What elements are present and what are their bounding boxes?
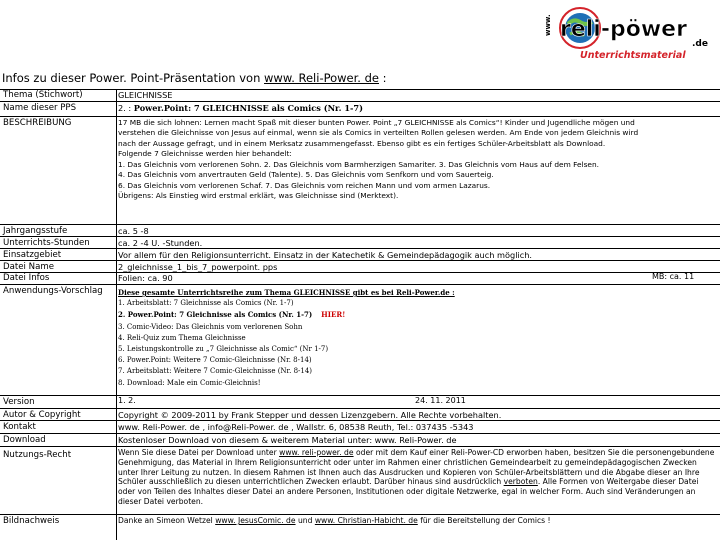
row-divider [0, 420, 720, 421]
row-divider [0, 408, 720, 409]
row-divider [0, 284, 720, 285]
logo-subtitle: Unterrichtsmaterial [580, 50, 686, 61]
row-divider [0, 248, 720, 249]
list-item: 6. Power.Point: Weitere 7 Comic-Gleichnisse (Nr. 8-14) [118, 356, 312, 365]
list-item: 5. Leistungskontrolle zu „7 Gleichnisse als Comic“ (Nr 1-7) [118, 345, 329, 354]
jahrgang-label: Jahrgangsstufe [3, 226, 68, 236]
anwendung-label: Anwendungs-Vorschlag [3, 286, 103, 296]
thema-value: GLEICHNISSE [118, 90, 173, 100]
table-top-border [0, 89, 720, 90]
kontakt-label: Kontakt [3, 422, 36, 432]
kontakt-value: www. Reli-Power. de , info@Reli-Power. de , Wallstr. 6, 08538 Reuth, Tel.: 037435 -5343 [118, 422, 474, 432]
version-label: Version [3, 397, 35, 407]
row-divider [0, 101, 720, 102]
stunden-value: ca. 2 -4 U. -Stunden. [118, 238, 203, 248]
bildnachweis-label: Bildnachweis [3, 516, 60, 526]
row-divider [0, 395, 720, 396]
anwendung-list [118, 287, 455, 389]
thema-label: Thema (Stichwort) [3, 90, 83, 100]
row-divider [0, 116, 720, 117]
nutzung-label: Nutzungs-Recht [3, 450, 72, 460]
download-value: Kostenloser Download von diesem & weiterem Material unter: www. Reli-Power. de [118, 435, 457, 445]
list-item: 3. Comic-Video: Das Gleichnis vom verlorenen Sohn [118, 322, 303, 331]
title-text: Infos zu dieser Power. Point-Präsentation von [2, 71, 265, 85]
nutzung-link[interactable]: www. reli-power. de [279, 448, 354, 457]
file-size-value: MB: ca. 11 [652, 272, 695, 281]
row-divider [0, 224, 720, 225]
title-link[interactable]: www. Reli-Power. de [264, 71, 379, 85]
anwendung-header: Diese gesamte Unterrichtsreihe zum Thema GLEICHNISSE gibt es bei Reli-Power.de : [118, 288, 455, 297]
christian-habicht-link[interactable]: www. Christian-Habicht. de [314, 516, 418, 525]
nutzung-text: Wenn Sie diese Datei per Download unter www. reli-power. de oder mit dem Kauf einer Reli-Power-CD erworben haben, besitzen Sie die personengebundene Genehmigung, das Material in Ihrem Religionsunterricht oder unter im Rahmen einer christlichen Gemeindearbeit zu gemeindepädagogischen Zwecken unter Ihrer Leitung zu nutzen. In diesem Rahmen ist Ihnen auch das Ausdrucken und Kopieren von Schüler-Arbeitsblättern und die Abgabe dieser an Ihre Schüler ausschließlich zu diesen unterrichtlichen Zwecken erlaubt. Darüber hinaus sind ausdrücklich verboten. Alle Formen von Weitergabe dieser Datei oder von Teilen des Inhaltes dieser Datei an andere Personen, Institutionen oder digitale Netzwerke, egal in welcher Form. Auch sind Veränderungen an dieser Datei verboten. [118, 448, 715, 506]
logo-tld: .de [692, 39, 708, 49]
einsatz-label: Einsatzgebiet [3, 250, 62, 260]
row-divider [0, 260, 720, 261]
bildnachweis-text: Danke an Simeon Wetzel www. JesusComic. de und www. Christian-Habicht. de für die Bereitstellung der Comics ! [118, 516, 551, 525]
list-item: 4. Reli-Quiz zum Thema Gleichnisse [118, 333, 246, 342]
dateiname-value: 2_gleichnisse_1_bis_7_powerpoint. pps [118, 262, 278, 272]
row-divider [0, 433, 720, 434]
pps-name-value: 2. : Power.Point: 7 GLEICHNISSE als Comics (Nr. 1-7) [118, 103, 363, 113]
page-title [2, 71, 387, 85]
dateiname-label: Datei Name [3, 262, 55, 272]
list-item: 7. Arbeitsblatt: Weitere 7 Comic-Gleichnisse (Nr. 8-14) [118, 367, 313, 376]
title-suffix: : [379, 71, 387, 85]
list-item: 1. Arbeitsblatt: 7 Gleichnisse als Comics (Nr. 1-7) [118, 299, 294, 308]
stunden-label: Unterrichts-Stunden [3, 238, 90, 248]
dateiinfos-label: Datei Infos [3, 273, 50, 283]
logo-wordmark: reli-pöwer [560, 17, 687, 42]
list-item: 2. Power.Point: 7 Gleichnisse als Comics (Nr. 1-7) HIER! [118, 310, 346, 320]
row-divider [0, 446, 720, 447]
einsatz-value: Vor allem für den Religionsunterricht. Einsatz in der Katechetik & Gemeindepädagogik auch möglich. [118, 250, 533, 260]
table-column-divider [116, 89, 117, 540]
autor-label: Autor & Copyright [3, 410, 81, 420]
jesuscomic-link[interactable]: www. JesusComic. de [215, 516, 296, 525]
reli-power-logo [540, 4, 712, 62]
download-label: Download [3, 435, 46, 445]
row-divider [0, 514, 720, 515]
beschreibung-text: 17 MB die sich lohnen: Lernen macht Spaß mit dieser bunten Power. Point „7 GLEICHNISSE als Comics“! Kinder und Jugendliche mögen und verstehen die Gleichnisse von Jesus auf einmal, wenn sie als Comics in verteilten Rollen gelesen werden. Am Ende von jedem Gleichnis wird nach der Aussage gefragt, und in einem Merksatz zusammengefasst. Ebenso gibt es ein fertiges Schüler-Arbeitsblatt als Download. Folgende 7 Gleichnisse werden hier behandelt: 1. Das Gleichnis vom verlorenen Sohn. 2. Das Gleichnis vom Barmherzigen Samariter. 3. Das Gleichnis vom Haus auf dem Felsen. 4. Das Gleichnis vom anvertrauten Geld (Talente). 5. Das Gleichnis vom Senfkorn und vom Sauerteig. 6. Das Gleichnis vom verlorenen Schaf. 7. Das Gleichnis vom reichen Mann und vom armen Lazarus. Übrigens: Als Einstieg wird erstmal erklärt, was Gleichnisse sind (Merktext). [118, 118, 639, 201]
pps-name-label: Name dieser PPS [3, 103, 77, 113]
version-value: 1. 2. [118, 396, 136, 405]
row-divider [0, 236, 720, 237]
dateiinfos-value: Folien: ca. 90 [118, 273, 173, 283]
beschreibung-label: BESCHREIBUNG [3, 118, 72, 128]
version-date: 24. 11. 2011 [415, 396, 466, 405]
row-divider [0, 272, 720, 273]
jahrgang-value: ca. 5 -8 [118, 226, 149, 236]
autor-value: Copyright © 2009-2011 by Frank Stepper und dessen Lizenzgebern. Alle Rechte vorbehalten. [118, 410, 502, 420]
list-item: 8. Download: Male ein Comic-Gleichnis! [118, 378, 261, 387]
hier-badge: HIER! [321, 310, 346, 320]
logo-www-text: www. [544, 14, 552, 36]
